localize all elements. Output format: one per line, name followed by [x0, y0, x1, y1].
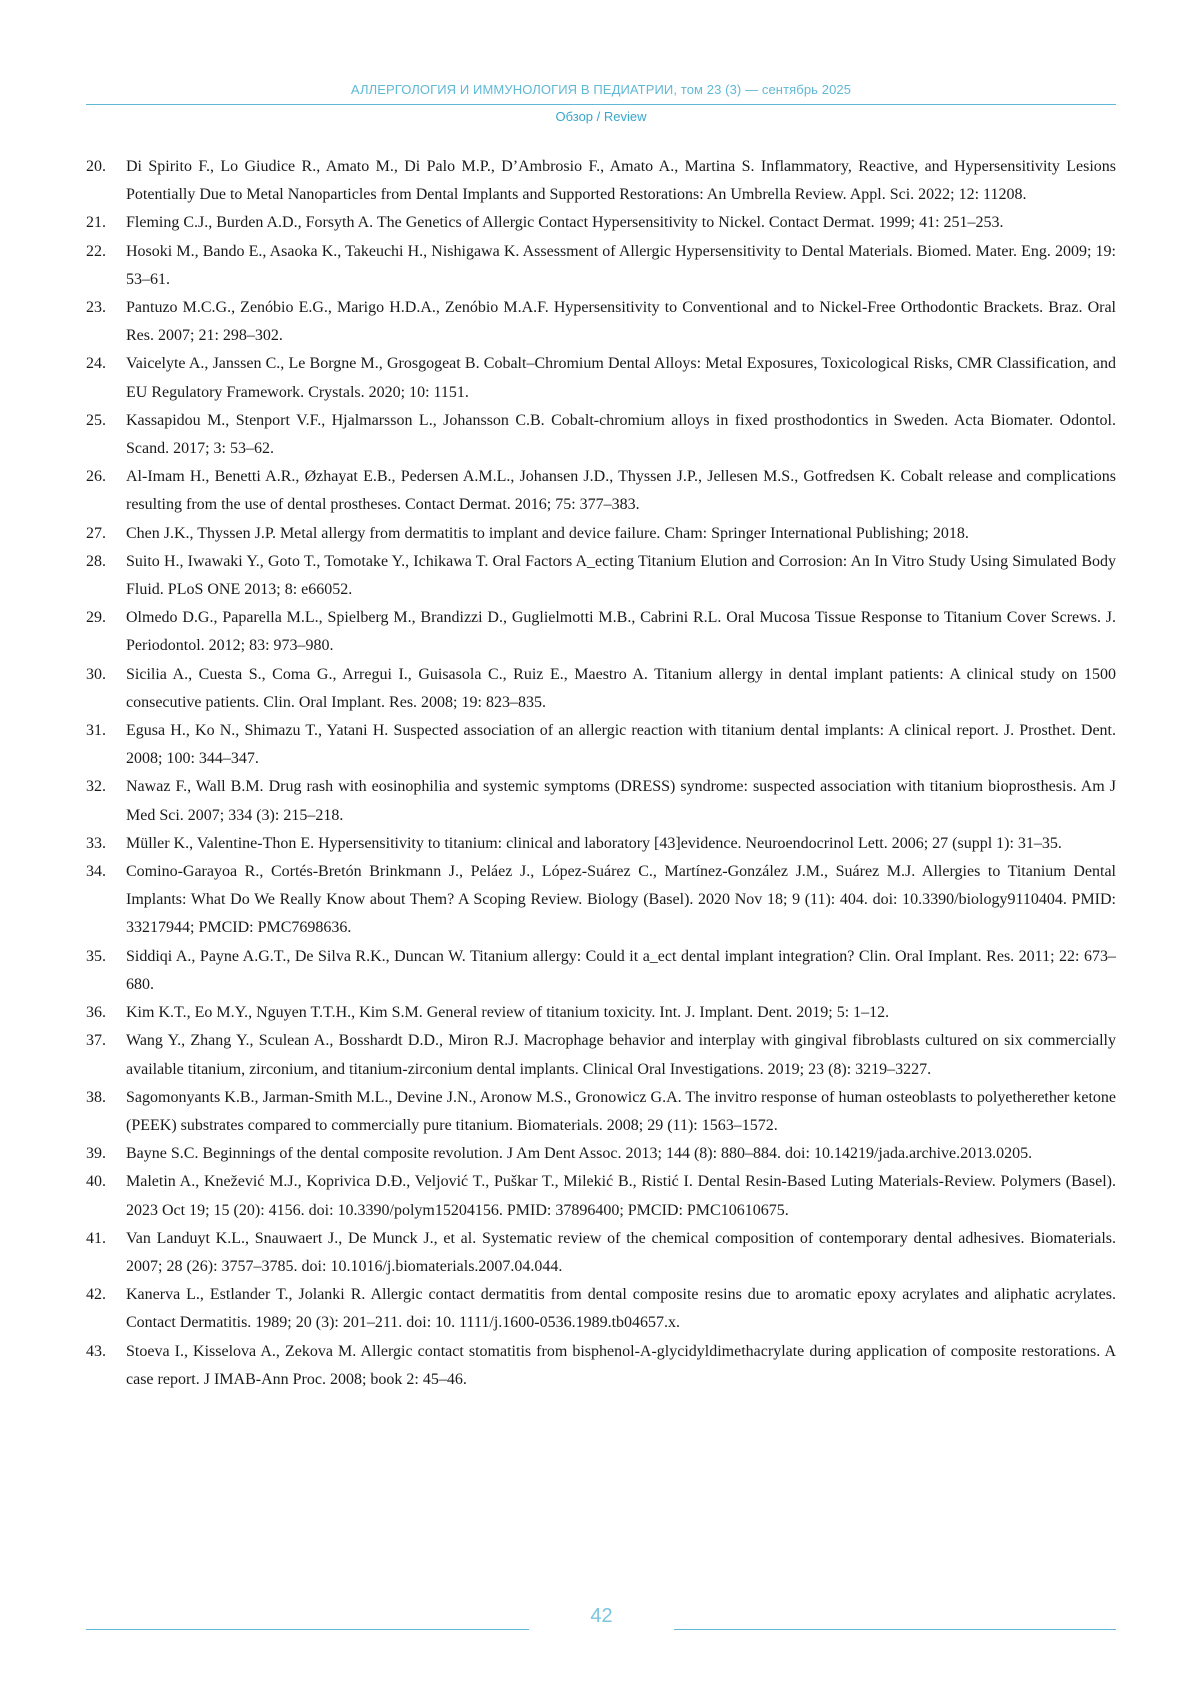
- reference-item: [86, 830, 1116, 858]
- reference-text: Suito H., Iwawaki Y., Goto T., Tomotake Y., Ichikawa T. Oral Factors A_ecting Titanium Elution and Corrosion: An In Vitro Study Using Simulated Body Fluid. PLoS ONE 2013; 8: e66052.: [126, 552, 1116, 599]
- reference-text: Al-Imam H., Benetti A.R., Øzhayat E.B., Pedersen A.M.L., Johansen J.D., Thyssen J.P., Jellesen M.S., Gotfredsen K. Cobalt release and complications resulting from the use of dental prostheses. Contact Dermat. 2016; 75: 377–383.: [126, 468, 1116, 514]
- reference-item: [86, 858, 1116, 943]
- reference-item: [86, 407, 1116, 463]
- reference-item: [86, 1338, 1116, 1394]
- reference-number: 38.: [86, 1088, 106, 1106]
- reference-text: Olmedo D.G., Paparella M.L., Spielberg M., Brandizzi D., Guglielmotti M.B., Cabrini R.L. Oral Mucosa Tissue Response to Titanium Cover Screws. J. Periodontol. 2012; 83: 973–980.: [126, 609, 1116, 655]
- reference-text: Stoeva I., Kisselova A., Zekova M. Allergic contact stomatitis from bisphenol-A-glycidyldimethacrylate during application of composite restorations. A case report. J IMAB-Ann Proc. 2008; book 2: 45–46.: [126, 1342, 1116, 1388]
- reference-number: 32.: [86, 778, 106, 796]
- reference-number: 21.: [86, 214, 106, 232]
- reference-text: Van Landuyt K.L., Snauwaert J., De Munck J., et al. Systematic review of the chemical composition of contemporary dental adhesives. Biomaterials. 2007; 28 (26): 3757–3785. doi: 10.1016/j.biomaterials.2007.04.044.: [126, 1229, 1116, 1275]
- reference-number: 31.: [86, 722, 106, 740]
- reference-text: Maletin A., Knežević M.J., Koprivica D.Đ., Veljović T., Puškar T., Milekić B., Ristić I. Dental Resin-Based Luting Materials-Review. Polymers (Basel). 2023 Oct 19; 15 (20): 4156. doi: 10.3390/polym15204156. PMID: 37896400; PMCID: PMC10610675.: [126, 1173, 1116, 1219]
- reference-item: [86, 1140, 1116, 1168]
- reference-item: [86, 463, 1116, 519]
- reference-number: 34.: [86, 863, 106, 881]
- reference-number: 28.: [86, 552, 106, 570]
- reference-text: Hosoki M., Bando E., Asaoka K., Takeuchi H., Nishigawa K. Assessment of Allergic Hypersensitivity to Dental Materials. Biomed. Mater. Eng. 2009; 19: 53–61.: [126, 242, 1116, 288]
- reference-item: [86, 943, 1116, 999]
- journal-header: АЛЛЕРГОЛОГИЯ И ИММУНОЛОГИЯ В ПЕДИАТРИИ, том 23 (3) — сентябрь 2025: [350, 82, 852, 97]
- reference-item: [86, 350, 1116, 406]
- reference-number: 43.: [86, 1342, 106, 1360]
- reference-item: [86, 209, 1116, 237]
- reference-text: Vaicelyte A., Janssen C., Le Borgne M., Grosgogeat B. Cobalt–Chromium Dental Alloys: Metal Exposures, Toxicological Risks, CMR Classification, and EU Regulatory Framework. Crystals. 2020; 10: 1151.: [126, 355, 1116, 401]
- reference-number: 29.: [86, 609, 106, 627]
- reference-item: [86, 773, 1116, 829]
- reference-number: 27.: [86, 524, 106, 542]
- reference-number: 35.: [86, 947, 106, 965]
- reference-number: 23.: [86, 299, 106, 317]
- reference-text: Fleming C.J., Burden A.D., Forsyth A. The Genetics of Allergic Contact Hypersensitivity to Nickel. Contact Dermat. 1999; 41: 251–253.: [126, 214, 1004, 232]
- reference-text: Kassapidou M., Stenport V.F., Hjalmarsson L., Johansson C.B. Cobalt-chromium alloys in fixed prosthodontics in Sweden. Acta Biomater. Odontol. Scand. 2017; 3: 53–62.: [126, 411, 1116, 458]
- reference-item: [86, 294, 1116, 350]
- reference-number: 22.: [86, 242, 106, 260]
- reference-number: 24.: [86, 355, 106, 373]
- reference-item: [86, 520, 1116, 548]
- reference-item: [86, 604, 1116, 660]
- reference-item: [86, 1281, 1116, 1337]
- section-label: Обзор / Review: [555, 109, 647, 124]
- footer-divider-right: [674, 1629, 1116, 1630]
- header-divider: [86, 104, 1116, 105]
- reference-text: Siddiqi A., Payne A.G.T., De Silva R.K., Duncan W. Titanium allergy: Could it a_ect dental implant integration? Clin. Oral Implant. Res. 2011; 22: 673–680.: [126, 947, 1116, 993]
- reference-text: Müller K., Valentine-Thon E. Hypersensitivity to titanium: clinical and laboratory [43]evidence. Neuroendocrinol Lett. 2006; 27 (suppl 1): 31–35.: [126, 834, 1062, 852]
- reference-text: Sagomonyants K.B., Jarman-Smith M.L., Devine J.N., Aronow M.S., Gronowicz G.A. The invitro response of human osteoblasts to polyetherether ketone (PEEK) substrates compared to commercially pure titanium. Biomaterials. 2008; 29 (11): 1563–1572.: [126, 1088, 1116, 1134]
- reference-text: Kim K.T., Eo M.Y., Nguyen T.T.H., Kim S.M. General review of titanium toxicity. Int. J. Implant. Dent. 2019; 5: 1–12.: [126, 1004, 890, 1022]
- reference-number: 26.: [86, 468, 106, 486]
- reference-item: [86, 548, 1116, 604]
- reference-text: Wang Y., Zhang Y., Sculean A., Bosshardt D.D., Miron R.J. Macrophage behavior and interplay with gingival fibroblasts cultured on six commercially available titanium, zirconium, and titanium-zirconium dental implants. Clinical Oral Investigations. 2019; 23 (8): 3219–3227.: [126, 1032, 1116, 1078]
- reference-number: 36.: [86, 1004, 106, 1022]
- reference-number: 41.: [86, 1229, 106, 1247]
- reference-text: Chen J.K., Thyssen J.P. Metal allergy from dermatitis to implant and device failure. Cham: Springer International Publishing; 2018.: [126, 524, 969, 542]
- reference-number: 30.: [86, 665, 106, 683]
- footer-divider-left: [86, 1629, 529, 1630]
- reference-text: Comino-Garayoa R., Cortés-Bretón Brinkmann J., Peláez J., López-Suárez C., Martínez-González J.M., Suárez M.J. Allergies to Titanium Dental Implants: What Do We Really Know about Them? A Scoping Review. Biology (Basel). 2020 Nov 18; 9 (11): 404. doi: 10.3390/biology9110404. PMID: 33217944; PMCID: PMC7698636.: [126, 863, 1116, 937]
- page-number: 42: [590, 1605, 613, 1627]
- reference-text: Nawaz F., Wall B.M. Drug rash with eosinophilia and systemic symptoms (DRESS) syndrome: suspected association with titanium bioprosthesis. Am J Med Sci. 2007; 334 (3): 215–218.: [126, 778, 1116, 824]
- reference-item: [86, 717, 1116, 773]
- reference-item: [86, 238, 1116, 294]
- reference-item: [86, 1168, 1116, 1224]
- reference-number: 33.: [86, 834, 106, 852]
- reference-number: 20.: [86, 158, 106, 175]
- reference-number: 25.: [86, 411, 106, 429]
- reference-text: Sicilia A., Cuesta S., Coma G., Arregui I., Guisasola C., Ruiz E., Maestro A. Titanium allergy in dental implant patients: A clinical study on 1500 consecutive patients. Clin. Oral Implant. Res. 2008; 19: 823–835.: [126, 665, 1116, 711]
- reference-item: [86, 1225, 1116, 1281]
- reference-text: Egusa H., Ko N., Shimazu T., Yatani H. Suspected association of an allergic reaction with titanium dental implants: A clinical report. J. Prosthet. Dent. 2008; 100: 344–347.: [126, 722, 1116, 768]
- reference-text: Pantuzo M.C.G., Zenóbio E.G., Marigo H.D.A., Zenóbio M.A.F. Hypersensitivity to Conventional and to Nickel-Free Orthodontic Brackets. Braz. Oral Res. 2007; 21: 298–302.: [126, 299, 1116, 345]
- reference-number: 42.: [86, 1286, 106, 1304]
- reference-text: Di Spirito F., Lo Giudice R., Amato M., Di Palo M.P., D’Ambrosio F., Amato A., Martina S. Inflammatory, Reactive, and Hypersensitivity Lesions Potentially Due to Metal Nanoparticles from Dental Implants and Supported Restorations: An Umbrella Review. Appl. Sci. 2022; 12: 11208.: [126, 158, 1116, 204]
- reference-number: 39.: [86, 1145, 106, 1163]
- reference-list: [86, 153, 1116, 1394]
- reference-text: Bayne S.C. Beginnings of the dental composite revolution. J Am Dent Assoc. 2013; 144 (8): 880–884. doi: 10.14219/jada.archive.2013.0205.: [126, 1145, 1033, 1163]
- reference-number: 40.: [86, 1173, 106, 1191]
- reference-item: [86, 1027, 1116, 1083]
- reference-text: Kanerva L., Estlander T., Jolanki R. Allergic contact dermatitis from dental composite resins due to aromatic epoxy acrylates and aliphatic acrylates. Contact Dermatitis. 1989; 20 (3): 201–211. doi: 10. 1111/j.1600-0536.1989.tb04657.x.: [126, 1286, 1116, 1332]
- reference-item: [86, 1084, 1116, 1140]
- reference-item: [86, 661, 1116, 717]
- reference-number: 37.: [86, 1032, 106, 1050]
- reference-item: [86, 153, 1116, 209]
- reference-item: [86, 999, 1116, 1027]
